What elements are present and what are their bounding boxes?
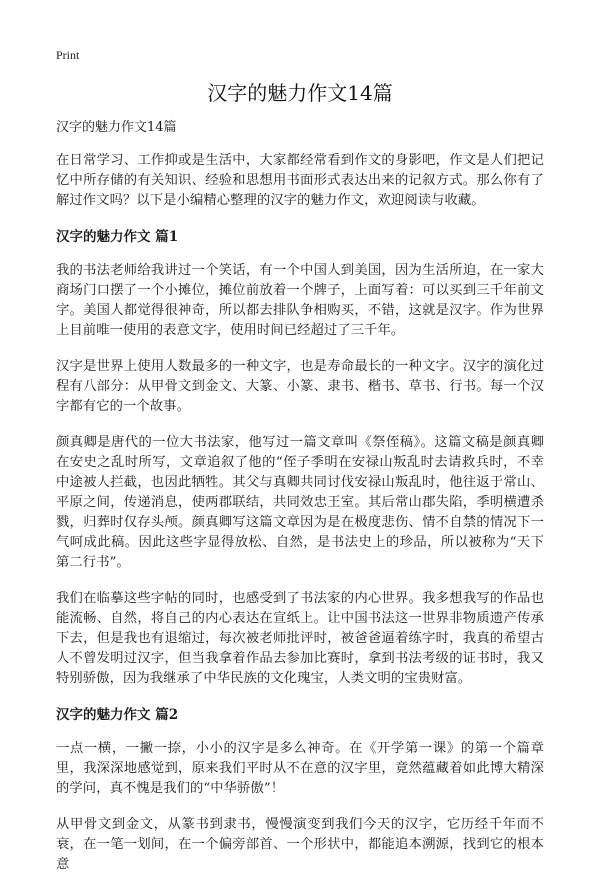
article-subtitle: 汉字的魅力作文14篇 [56,120,177,135]
section-heading: 汉字的魅力作文 篇1 [56,229,179,245]
paragraph: 我的书法老师给我讲过一个笑话，有一个中国人到美国，因为生活所迫，在一家大商场门口摆了一个小摊位，摊位前放着一个牌子，上面写着：可以买到三千年前文字。美国人都觉得很神奇，所以都去排队争相购买，不错，这就是汉字。作为世界上目前唯一使用的表意文字，使用时间已经超过了三千年。 [56,263,544,338]
paragraph: 一点一横，一撇一捺，小小的汉字是多么神奇。在《开学第一课》的第一个篇章里，我深深地感觉到，原来我们平时从不在意的汉字里，竟然蕴藏着如此博大精深的学问，真不愧是我们的“中华骄傲”！ [56,741,544,796]
page-title: 汉字的魅力作文14篇 [207,81,393,105]
paragraph: 我们在临摹这些字帖的同时，也感受到了书法家的内心世界。我多想我写的作品也能流畅、自然，将自己的内心表达在宣纸上。让中国书法这一世界非物质遗产传承下去，但是我也有退缩过，每次被老师批评时，被爸爸逼着练字时，我真的希望古人不曾发明过汉字，但当我拿着作品去参加比赛时，拿到书法考级的证书时，我又特别骄傲，因为我继承了中华民族的文化瑰宝，人类文明的宝贵财富。 [56,591,544,686]
intro-paragraph: 在日常学习、工作抑或是生活中，大家都经常看到作文的身影吧，作文是人们把记忆中所存储的有关知识、经验和思想用书面形式表达出来的记叙方式。那么你有了解过作文吗？以下是小编精心整理的汉字的魅力作文，欢迎阅读与收藏。 [56,153,544,208]
print-link[interactable]: Print [56,48,80,62]
paragraph: 颜真卿是唐代的一位大书法家，他写过一篇文章叫《祭侄稿》。这篇文稿是颜真卿在安史之乱时所写，文章追叙了他的“侄子季明在安禄山叛乱时去请救兵时，不幸中途被人拦截，也因此牺牲。其父与真卿共同讨伐安禄山叛乱时，他往返于常山、平原之间，传递消息，使两郡联结，共同效忠王室。其后常山郡失陷，季明横遭杀戮，归葬时仅存头颅。颜真卿写这篇文章因为是在极度悲伤、情不自禁的情况下一气呵成此稿。因此这些字显得放松、自然，是书法史上的珍品，所以被称为“天下第二行书”。 [56,435,544,570]
paragraph: 从甲骨文到金文，从篆书到隶书，慢慢演变到我们今天的汉字，它历经千年而不衰，在一笔一划间，在一个偏旁部首、一个形状中，都能追本溯源，找到它的根本意 [56,817,544,872]
section-heading: 汉字的魅力作文 篇2 [56,707,179,723]
article-body [56,119,544,891]
paragraph: 汉字是世界上使用人数最多的一种文字，也是寿命最长的一种文字。汉字的演化过程有八部分：从甲骨文到金文、大篆、小篆、隶书、楷书、草书、行书。每一个汉字都有它的一个故事。 [56,359,544,414]
